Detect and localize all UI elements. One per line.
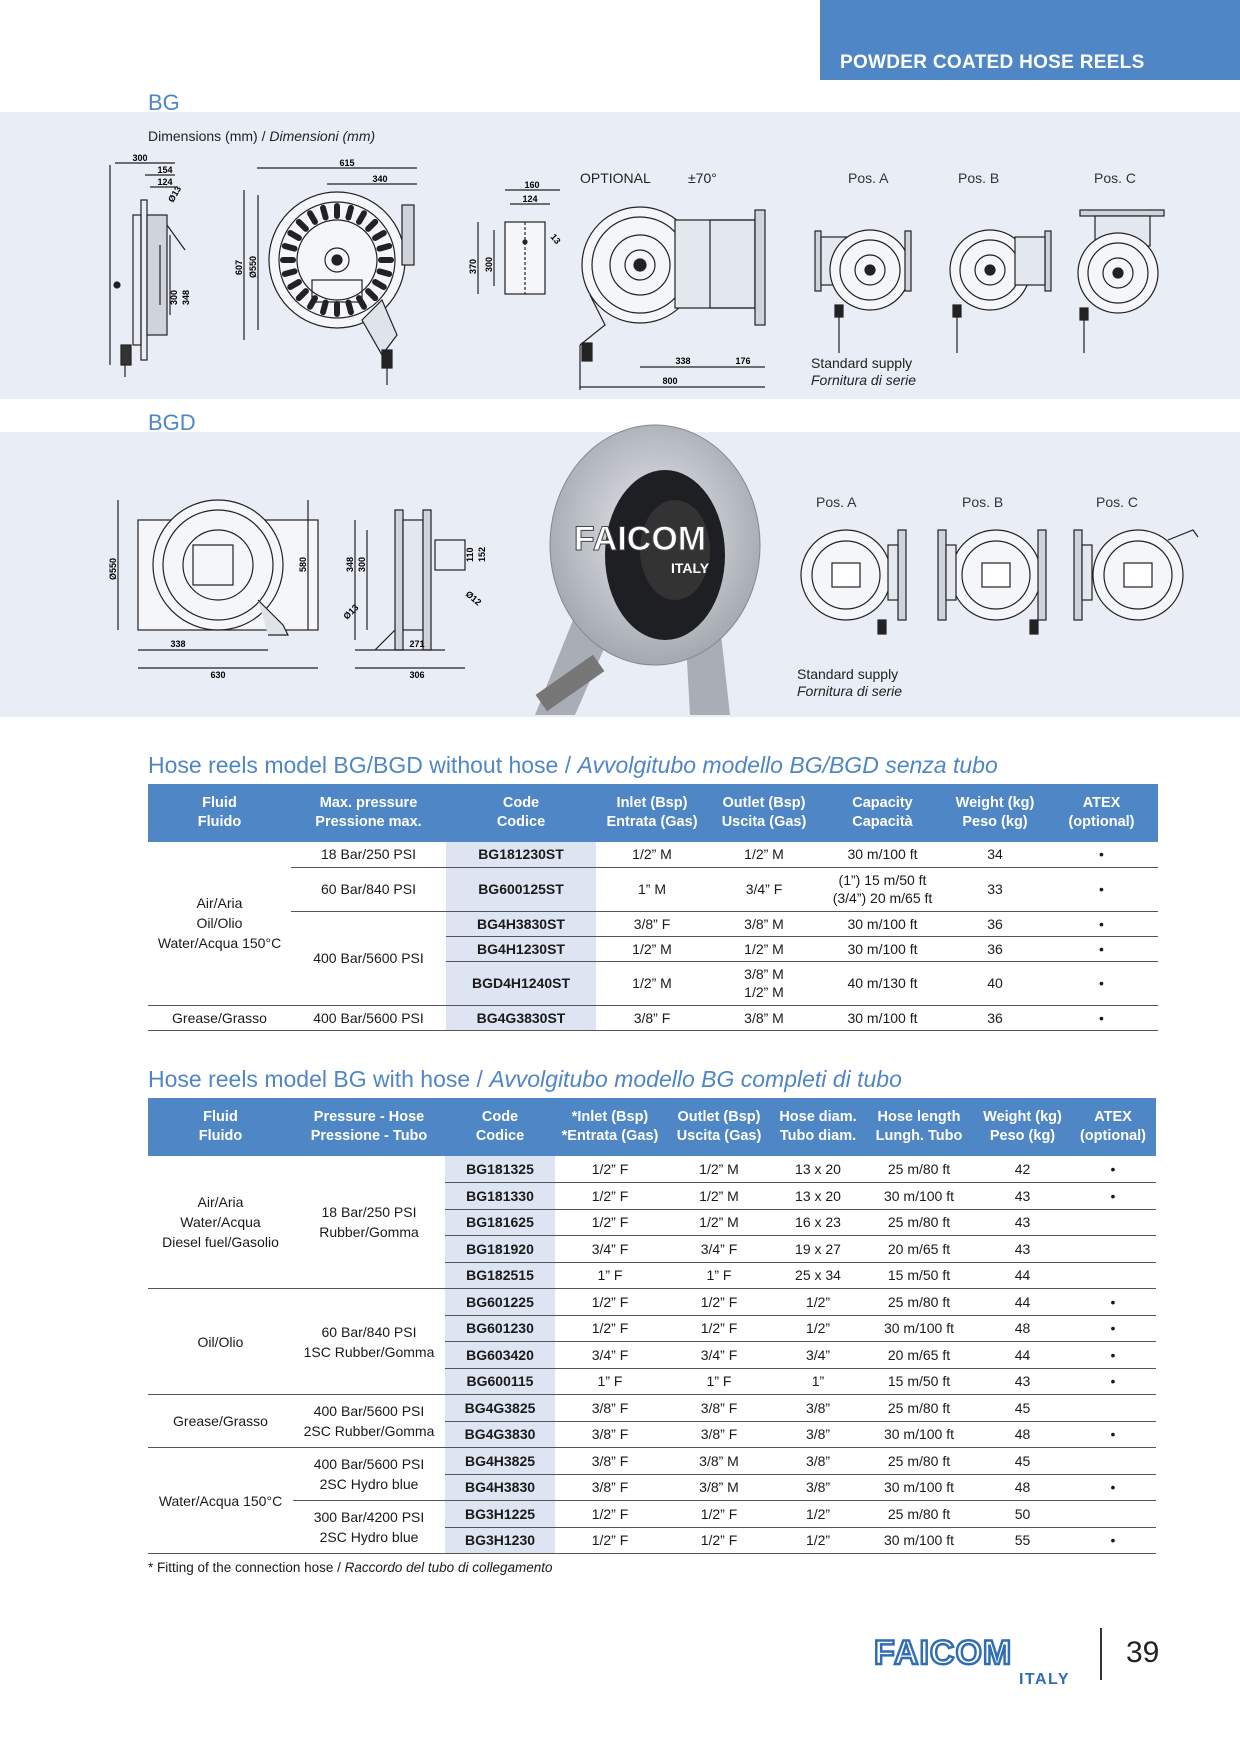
t2-outlet: 1” F xyxy=(665,1368,773,1395)
reel-rib xyxy=(348,303,351,313)
t2-h-atex: ATEX (optional) xyxy=(1070,1098,1156,1156)
t2-atex: • xyxy=(1070,1421,1156,1448)
t2-atex: • xyxy=(1070,1527,1156,1554)
t2-atex xyxy=(1070,1262,1156,1289)
reel-rib xyxy=(323,303,326,313)
table2-title xyxy=(148,1066,902,1093)
t2-weight: 48 xyxy=(975,1421,1070,1448)
bg-dim-176: 176 xyxy=(735,356,751,366)
bg-pos-c-drawing xyxy=(1070,208,1166,358)
t2-inlet: 3/4” F xyxy=(555,1236,665,1263)
t1-atex: • xyxy=(1045,1005,1158,1030)
bg-standard-supply: Standard supply xyxy=(811,355,913,371)
t2-h-diam: Hose diam. Tubo diam. xyxy=(773,1098,863,1156)
t2-code: BG181920 xyxy=(445,1236,555,1263)
bgd-dim-152: 152 xyxy=(477,546,487,562)
t2-length: 25 m/80 ft xyxy=(863,1289,975,1316)
t2-length: 15 m/50 ft xyxy=(863,1368,975,1395)
reel-rib xyxy=(380,246,390,249)
t1-code: BG4H3830ST xyxy=(446,911,596,936)
t1-capacity: 30 m/100 ft xyxy=(820,936,945,961)
t2-atex xyxy=(1070,1209,1156,1236)
bg-dim-124: 124 xyxy=(157,177,173,187)
t1-weight: 36 xyxy=(945,936,1045,961)
t2-inlet: 1/2” F xyxy=(555,1289,665,1316)
header-tab xyxy=(820,0,1240,80)
t2-outlet: 1/2” M xyxy=(665,1183,773,1210)
bgd-pos-c-label: Pos. C xyxy=(1096,494,1139,510)
t1-capacity: 30 m/100 ft xyxy=(820,842,945,867)
footnote xyxy=(148,1560,553,1575)
bgd-product-image xyxy=(515,415,780,725)
t1-outlet: 1/2” M xyxy=(708,842,820,867)
bgd-dim-271: 271 xyxy=(409,639,425,649)
reel-rib xyxy=(285,246,295,249)
t1-weight: 36 xyxy=(945,1005,1045,1030)
t2-outlet: 3/8” F xyxy=(665,1395,773,1422)
t1-h-code: Code Codice xyxy=(446,784,596,842)
t2-inlet: 1/2” F xyxy=(555,1209,665,1236)
t2-atex: • xyxy=(1070,1183,1156,1210)
t1-atex: • xyxy=(1045,961,1158,1005)
t2-h-outlet: Outlet (Bsp) Uscita (Gas) xyxy=(665,1098,773,1156)
t2-h-code: Code Codice xyxy=(445,1098,555,1156)
table1-title xyxy=(148,752,998,779)
t2-weight: 44 xyxy=(975,1262,1070,1289)
bgd-dim-d12: Ø12 xyxy=(463,588,484,608)
t2-diam: 1/2” xyxy=(773,1527,863,1554)
t2-length: 20 m/65 ft xyxy=(863,1342,975,1369)
bg-optional-drawing xyxy=(570,195,780,395)
t2-outlet: 1/2” F xyxy=(665,1501,773,1528)
bg-pos-a-drawing xyxy=(815,225,1055,355)
t1-atex: • xyxy=(1045,842,1158,867)
t2-code: BG181325 xyxy=(445,1156,555,1183)
t2-code: BG182515 xyxy=(445,1262,555,1289)
t1-fluid-grease: Grease/Grasso xyxy=(148,1005,291,1030)
t2-diam: 3/8” xyxy=(773,1474,863,1501)
bg-dim-348: 348 xyxy=(181,289,191,305)
table2 xyxy=(148,1098,1156,1554)
t1-weight: 40 xyxy=(945,961,1045,1005)
bg-dim-300-v: 300 xyxy=(169,289,179,305)
t2-atex: • xyxy=(1070,1342,1156,1369)
t2-length: 25 m/80 ft xyxy=(863,1156,975,1183)
table-row xyxy=(148,1448,1156,1475)
t2-weight: 45 xyxy=(975,1395,1070,1422)
t2-code: BG603420 xyxy=(445,1342,555,1369)
t2-code: BG181625 xyxy=(445,1209,555,1236)
t1-press-400: 400 Bar/5600 PSI xyxy=(291,911,446,1005)
t2-h-weight: Weight (kg) Peso (kg) xyxy=(975,1098,1070,1156)
t1-outlet: 1/2” M xyxy=(708,936,820,961)
bg-dim-300-top: 300 xyxy=(132,153,148,163)
t1-inlet: 1/2” M xyxy=(596,842,708,867)
t2-fluid-g1: Air/Aria Water/Acqua Diesel fuel/Gasolio xyxy=(148,1156,293,1289)
t1-h-outlet: Outlet (Bsp) Uscita (Gas) xyxy=(708,784,820,842)
bg-dim-d13: Ø13 xyxy=(166,184,184,204)
bgd-pos-b-label: Pos. B xyxy=(962,494,1004,510)
t2-weight: 45 xyxy=(975,1448,1070,1475)
t2-diam: 1/2” xyxy=(773,1315,863,1342)
table-row xyxy=(148,911,1158,936)
t2-outlet: 3/8” M xyxy=(665,1474,773,1501)
t2-outlet: 3/8” M xyxy=(665,1448,773,1475)
t1-code: BG600125ST xyxy=(446,867,596,911)
t1-h-pressure: Max. pressure Pressione max. xyxy=(291,784,446,842)
bgd-pos-a-label: Pos. A xyxy=(816,494,857,510)
t2-diam: 13 x 20 xyxy=(773,1183,863,1210)
footer-logo xyxy=(872,1630,1072,1693)
bg-section-label: BG xyxy=(148,90,180,115)
t2-weight: 48 xyxy=(975,1315,1070,1342)
bgd-dim-348: 348 xyxy=(345,556,355,572)
bg-dim-160: 160 xyxy=(524,180,540,190)
t2-outlet: 1/2” F xyxy=(665,1527,773,1554)
t1-h-inlet: Inlet (Bsp) Entrata (Gas) xyxy=(596,784,708,842)
t2-inlet: 1/2” F xyxy=(555,1501,665,1528)
t2-inlet: 3/8” F xyxy=(555,1421,665,1448)
t2-length: 30 m/100 ft xyxy=(863,1183,975,1210)
t2-diam: 19 x 27 xyxy=(773,1236,863,1263)
t2-outlet: 3/4” F xyxy=(665,1342,773,1369)
bg-dim-615: 615 xyxy=(339,158,355,168)
table-row xyxy=(148,1501,1156,1528)
t2-atex xyxy=(1070,1236,1156,1263)
t2-atex xyxy=(1070,1448,1156,1475)
footnote-en: * Fitting of the connection hose / xyxy=(148,1560,345,1575)
t2-press-g2: 60 Bar/840 PSI 1SC Rubber/Gomma xyxy=(293,1289,445,1395)
t2-length: 25 m/80 ft xyxy=(863,1395,975,1422)
t2-atex xyxy=(1070,1395,1156,1422)
t2-length: 30 m/100 ft xyxy=(863,1315,975,1342)
t2-length: 15 m/50 ft xyxy=(863,1262,975,1289)
bg-pos-b-label: Pos. B xyxy=(958,170,1000,186)
t1-weight: 33 xyxy=(945,867,1045,911)
t2-code: BG3H1225 xyxy=(445,1501,555,1528)
table1 xyxy=(148,784,1158,1031)
table2-title-it: Avvolgitubo modello BG completi di tubo xyxy=(489,1066,902,1092)
dimensions-caption-en: Dimensions (mm) / xyxy=(148,128,270,144)
bgd-dim-580: 580 xyxy=(298,556,308,572)
t1-inlet: 1” M xyxy=(596,867,708,911)
t1-press-18: 18 Bar/250 PSI xyxy=(291,842,446,867)
t1-atex: • xyxy=(1045,867,1158,911)
t2-outlet: 3/8” F xyxy=(665,1421,773,1448)
bgd-dim-338: 338 xyxy=(170,639,186,649)
t1-weight: 36 xyxy=(945,911,1045,936)
t2-inlet: 1/2” F xyxy=(555,1527,665,1554)
table-row xyxy=(148,867,1158,911)
t1-code: BG181230ST xyxy=(446,842,596,867)
t2-code: BG4G3825 xyxy=(445,1395,555,1422)
bgd-reel-brand: FAICOM xyxy=(573,520,707,558)
bg-bracket-drawing xyxy=(470,182,565,312)
bg-dim-300c: 300 xyxy=(484,256,494,272)
t2-outlet: 1/2” M xyxy=(665,1209,773,1236)
t2-code: BG4H3830 xyxy=(445,1474,555,1501)
t2-outlet: 1/2” M xyxy=(665,1156,773,1183)
t2-outlet: 1” F xyxy=(665,1262,773,1289)
bgd-standard-supply-it: Fornitura di serie xyxy=(797,683,903,699)
bg-standard-supply-it: Fornitura di serie xyxy=(811,372,917,388)
bg-dim-607: 607 xyxy=(234,259,244,275)
t2-press-g4b: 300 Bar/4200 PSI 2SC Hydro blue xyxy=(293,1501,445,1554)
t2-fluid-g3: Grease/Grasso xyxy=(148,1395,293,1448)
footer-brand-sub: ITALY xyxy=(1018,1671,1070,1688)
table-row xyxy=(148,1005,1158,1030)
t2-weight: 48 xyxy=(975,1474,1070,1501)
t2-diam: 1” xyxy=(773,1368,863,1395)
t2-inlet: 1/2” F xyxy=(555,1315,665,1342)
bgd-reel-brand-sub: ITALY xyxy=(670,560,710,576)
bgd-side-drawing xyxy=(335,490,495,680)
t2-outlet: 1/2” F xyxy=(665,1289,773,1316)
page-number: 39 xyxy=(1126,1636,1160,1669)
t1-h-capacity: Capacity Capacità xyxy=(820,784,945,842)
t2-diam: 3/4” xyxy=(773,1342,863,1369)
t2-diam: 3/8” xyxy=(773,1421,863,1448)
t2-weight: 44 xyxy=(975,1289,1070,1316)
t2-code: BG4G3830 xyxy=(445,1421,555,1448)
bgd-dim-306: 306 xyxy=(409,670,425,680)
bg-dim-d550: Ø550 xyxy=(248,255,258,278)
t1-h-weight: Weight (kg) Peso (kg) xyxy=(945,784,1045,842)
rotation-label: ±70° xyxy=(688,170,717,186)
t2-press-g4a: 400 Bar/5600 PSI 2SC Hydro blue xyxy=(293,1448,445,1501)
t1-inlet: 3/8” F xyxy=(596,1005,708,1030)
t2-weight: 42 xyxy=(975,1156,1070,1183)
bgd-section-label: BGD xyxy=(148,410,196,435)
t1-outlet: 3/8” M 1/2” M xyxy=(708,961,820,1005)
optional-label: OPTIONAL xyxy=(580,170,651,186)
t2-diam: 3/8” xyxy=(773,1448,863,1475)
t1-press-400b: 400 Bar/5600 PSI xyxy=(291,1005,446,1030)
t2-diam: 25 x 34 xyxy=(773,1262,863,1289)
bg-pos-c-label: Pos. C xyxy=(1094,170,1137,186)
reel-rib xyxy=(285,271,295,274)
t2-weight: 43 xyxy=(975,1183,1070,1210)
reel-rib xyxy=(348,208,351,218)
t2-weight: 50 xyxy=(975,1501,1070,1528)
t2-atex: • xyxy=(1070,1289,1156,1316)
t1-h-fluid: Fluid Fluido xyxy=(148,784,291,842)
t2-weight: 44 xyxy=(975,1342,1070,1369)
bg-front-view-drawing xyxy=(232,160,432,390)
table2-title-en: Hose reels model BG with hose / xyxy=(148,1066,490,1092)
t1-atex: • xyxy=(1045,911,1158,936)
t2-inlet: 1/2” F xyxy=(555,1183,665,1210)
t2-diam: 16 x 23 xyxy=(773,1209,863,1236)
t2-length: 30 m/100 ft xyxy=(863,1421,975,1448)
t1-fluid-air: Air/Aria Oil/Olio Water/Acqua 150°C xyxy=(148,842,291,1005)
t2-outlet: 1/2” F xyxy=(665,1315,773,1342)
t2-h-inlet: *Inlet (Bsp) *Entrata (Gas) xyxy=(555,1098,665,1156)
bg-pos-a-label: Pos. A xyxy=(848,170,889,186)
bg-dim-124b: 124 xyxy=(522,194,538,204)
t2-code: BG600115 xyxy=(445,1368,555,1395)
t1-outlet: 3/8” M xyxy=(708,911,820,936)
t2-weight: 43 xyxy=(975,1236,1070,1263)
t2-h-fluid: Fluid Fluido xyxy=(148,1098,293,1156)
bg-dim-370: 370 xyxy=(468,258,478,274)
bgd-front-drawing xyxy=(108,490,328,680)
t1-capacity: 30 m/100 ft xyxy=(820,911,945,936)
t2-h-length: Hose length Lungh. Tubo xyxy=(863,1098,975,1156)
bgd-positions-drawing xyxy=(798,525,1208,645)
t2-weight: 43 xyxy=(975,1368,1070,1395)
t2-length: 25 m/80 ft xyxy=(863,1501,975,1528)
table-row xyxy=(148,1156,1156,1183)
t2-weight: 43 xyxy=(975,1209,1070,1236)
dimensions-caption-it: Dimensioni (mm) xyxy=(269,128,376,144)
t2-length: 25 m/80 ft xyxy=(863,1209,975,1236)
bgd-dim-300: 300 xyxy=(357,556,367,572)
t2-length: 30 m/100 ft xyxy=(863,1527,975,1554)
t2-atex xyxy=(1070,1501,1156,1528)
t2-code: BG601230 xyxy=(445,1315,555,1342)
table-row xyxy=(148,1395,1156,1422)
t1-capacity: 30 m/100 ft xyxy=(820,1005,945,1030)
table-row xyxy=(148,1289,1156,1316)
t2-diam: 1/2” xyxy=(773,1289,863,1316)
t2-length: 20 m/65 ft xyxy=(863,1236,975,1263)
t2-inlet: 1” F xyxy=(555,1368,665,1395)
t2-inlet: 3/8” F xyxy=(555,1474,665,1501)
t2-weight: 55 xyxy=(975,1527,1070,1554)
reel-rib xyxy=(380,271,390,274)
t2-atex: • xyxy=(1070,1474,1156,1501)
t1-code: BGD4H1240ST xyxy=(446,961,596,1005)
bg-side-view-drawing xyxy=(105,155,195,385)
t1-outlet: 3/4” F xyxy=(708,867,820,911)
bg-dim-154: 154 xyxy=(157,165,173,175)
t1-press-60: 60 Bar/840 PSI xyxy=(291,867,446,911)
table1-title-en: Hose reels model BG/BGD without hose / xyxy=(148,752,578,778)
t1-inlet: 1/2” M xyxy=(596,936,708,961)
t2-code: BG181330 xyxy=(445,1183,555,1210)
footer-brand: FAICOM xyxy=(874,1634,1013,1672)
t1-inlet: 3/8” F xyxy=(596,911,708,936)
t1-h-atex: ATEX (optional) xyxy=(1045,784,1158,842)
table-row xyxy=(148,842,1158,867)
t2-press-g3: 400 Bar/5600 PSI 2SC Rubber/Gomma xyxy=(293,1395,445,1448)
t2-h-pressure: Pressure - Hose Pressione - Tubo xyxy=(293,1098,445,1156)
t2-diam: 13 x 20 xyxy=(773,1156,863,1183)
t2-inlet: 1” F xyxy=(555,1262,665,1289)
t2-fluid-g2: Oil/Olio xyxy=(148,1289,293,1395)
bgd-dim-630: 630 xyxy=(210,670,226,680)
t2-inlet: 3/8” F xyxy=(555,1448,665,1475)
t2-length: 30 m/100 ft xyxy=(863,1474,975,1501)
t1-weight: 34 xyxy=(945,842,1045,867)
bgd-dim-110: 110 xyxy=(465,547,475,562)
header-title: POWDER COATED HOSE REELS xyxy=(840,52,1145,73)
t2-length: 25 m/80 ft xyxy=(863,1448,975,1475)
t1-code: BG4G3830ST xyxy=(446,1005,596,1030)
t2-code: BG601225 xyxy=(445,1289,555,1316)
t1-inlet: 1/2” M xyxy=(596,961,708,1005)
bgd-standard-supply: Standard supply xyxy=(797,666,899,682)
t2-atex: • xyxy=(1070,1368,1156,1395)
t1-capacity: (1”) 15 m/50 ft (3/4”) 20 m/65 ft xyxy=(820,867,945,911)
t1-capacity: 40 m/130 ft xyxy=(820,961,945,1005)
t2-atex: • xyxy=(1070,1315,1156,1342)
bg-dim-13b: 13 xyxy=(548,231,563,246)
t2-diam: 3/8” xyxy=(773,1395,863,1422)
footnote-it: Raccordo del tubo di collegamento xyxy=(344,1560,553,1575)
bg-dim-800: 800 xyxy=(662,376,678,386)
t1-code: BG4H1230ST xyxy=(446,936,596,961)
t2-code: BG3H1230 xyxy=(445,1527,555,1554)
t1-atex: • xyxy=(1045,936,1158,961)
t2-fluid-g4: Water/Acqua 150°C xyxy=(148,1448,293,1554)
bg-dim-340: 340 xyxy=(372,174,388,184)
t1-outlet: 3/8” M xyxy=(708,1005,820,1030)
dimensions-caption xyxy=(148,128,375,144)
t2-inlet: 3/8” F xyxy=(555,1395,665,1422)
t2-code: BG4H3825 xyxy=(445,1448,555,1475)
t2-inlet: 3/4” F xyxy=(555,1342,665,1369)
reel-rib xyxy=(323,208,326,218)
page-separator xyxy=(1100,1628,1102,1680)
t2-outlet: 3/4” F xyxy=(665,1236,773,1263)
t2-diam: 1/2” xyxy=(773,1501,863,1528)
bg-dim-338: 338 xyxy=(675,356,691,366)
bgd-dim-d550: Ø550 xyxy=(108,557,118,580)
table1-title-it: Avvolgitubo modello BG/BGD senza tubo xyxy=(577,752,998,778)
t2-inlet: 1/2” F xyxy=(555,1156,665,1183)
t2-atex: • xyxy=(1070,1156,1156,1183)
bgd-dim-d13: Ø13 xyxy=(341,602,361,622)
t2-press-g1: 18 Bar/250 PSI Rubber/Gomma xyxy=(293,1156,445,1289)
